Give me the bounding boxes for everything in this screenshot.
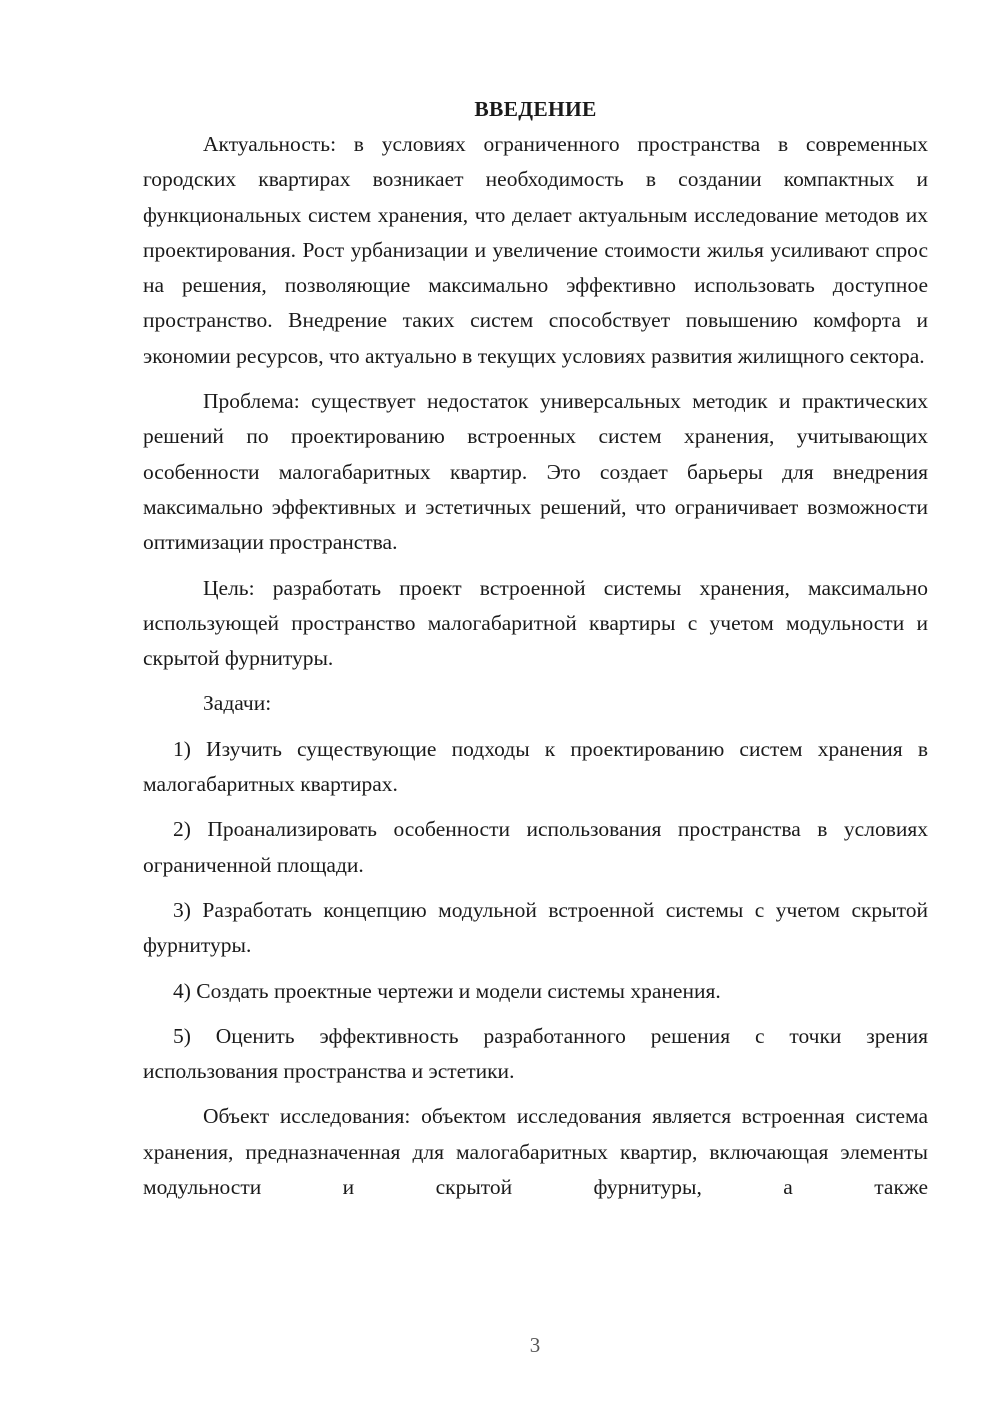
task-item-3: 3) Разработать концепцию модульной встроенной системы с учетом скрытой фурнитуры. [143,897,928,958]
paragraph-relevance: Актуальность: в условиях ограниченного пространства в современных городских квартирах возникает необходимость в создании компактных и функциональных систем хранения, что делает актуальным исследование методов их проектирования. Рост урбанизации и увеличение стоимости жилья усиливают спрос на решения, позволяющие максимально эффективно использовать доступное пространство. Внедрение таких систем способствует повышению комфорта и экономии ресурсов, что актуально в текущих условиях развития жилищного сектора. [143,132,928,368]
page-title: ВВЕДЕНИЕ [474,97,597,121]
task-item-5: 5) Оценить эффективность разработанного решения с точки зрения использования пространства и эстетики. [143,1023,928,1084]
task-item-2: 2) Проанализировать особенности использования пространства в условиях ограниченной площади. [143,817,928,877]
tasks-heading: Задачи: [203,691,272,716]
task-item-4: 4) Создать проектные чертежи и модели системы хранения. [173,978,721,1003]
paragraph-goal: Цель: разработать проект встроенной системы хранения, максимально использующей пространство малогабаритной квартиры с учетом модульности и скрытой фурнитуры. [143,575,928,671]
page-number: 3 [529,1333,541,1357]
page-content [143,92,928,1205]
paragraph-problem: Проблема: существует недостаток универсальных методик и практических решений по проектированию встроенных систем хранения, учитывающих особенности малогабаритных квартир. Это создает барьеры для внедрения максимально эффективных и эстетичных решений, что ограничивает возможности оптимизации пространства. [143,389,928,555]
task-item-1: 1) Изучить существующие подходы к проектированию систем хранения в малогабаритных квартирах. [143,736,928,797]
paragraph-object: Объект исследования: объектом исследования является встроенная система хранения, предназначенная для малогабаритных квартир, включающая элементы модульности и скрытой фурнитуры, а также [143,1104,928,1200]
